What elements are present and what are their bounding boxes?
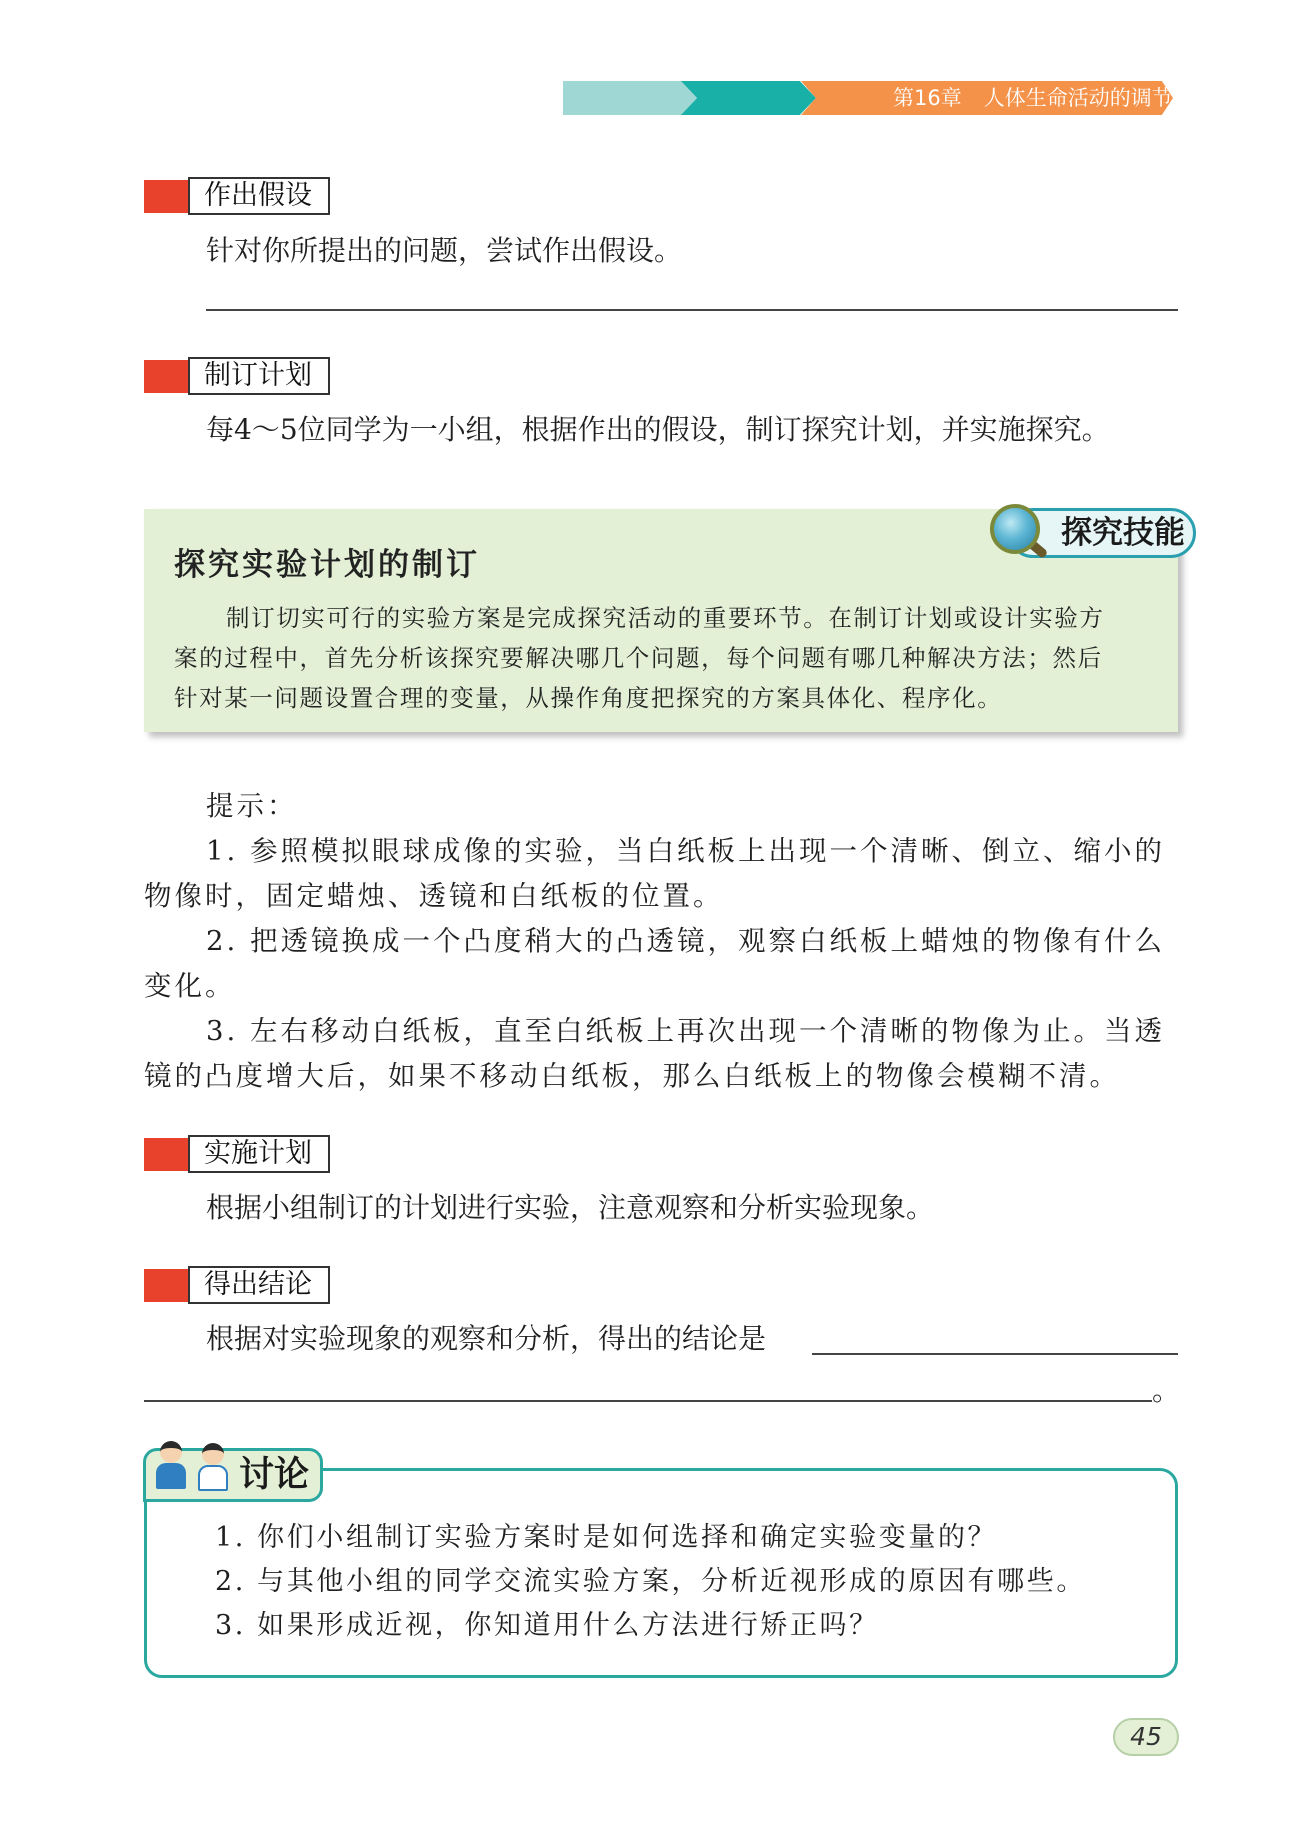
inquiry-skill-badge xyxy=(990,504,1200,562)
student-icon xyxy=(196,1443,230,1491)
badge-label: 探究技能 xyxy=(1061,515,1185,551)
hint-line: 2. 把透镜换成一个凸度稍大的凸透镜，观察白纸板上蜡烛的物像有什么 xyxy=(206,925,1165,957)
heading-marker xyxy=(144,360,188,393)
conclusion-end-mark: 。 xyxy=(1152,1374,1181,1407)
heading-marker xyxy=(144,1269,188,1302)
discussion-item: 1. 你们小组制订实验方案时是如何选择和确定实验变量的？ xyxy=(215,1522,998,1553)
chapter-header-banner xyxy=(563,81,1173,115)
discussion-tab xyxy=(143,1448,323,1502)
discussion-item: 2. 与其他小组的同学交流实验方案，分析近视形成的原因有哪些。 xyxy=(215,1566,1086,1597)
hint-line: 1. 参照模拟眼球成像的实验，当白纸板上出现一个清晰、倒立、缩小的 xyxy=(206,835,1165,867)
skill-box-line: 案的过程中，首先分析该探究要解决哪几个问题，每个问题有哪几种解决方法；然后 xyxy=(174,644,1103,672)
header-stripe-teal xyxy=(681,81,816,115)
answer-line xyxy=(144,1400,1152,1402)
heading-label: 得出结论 xyxy=(188,1266,330,1304)
discussion-title: 讨论 xyxy=(239,1455,310,1495)
answer-line xyxy=(206,309,1178,311)
hypothesis-text: 针对你所提出的问题，尝试作出假设。 xyxy=(206,234,683,267)
hint-line: 物像时，固定蜡烛、透镜和白纸板的位置。 xyxy=(144,880,724,912)
heading-marker xyxy=(144,1138,188,1171)
header-stripe-light xyxy=(563,81,698,115)
student-icon xyxy=(154,1441,188,1489)
hint-label: 提示： xyxy=(206,790,298,822)
answer-line xyxy=(812,1353,1178,1355)
chapter-title: 第16章 人体生命活动的调节 xyxy=(893,86,1173,110)
magnifier-icon xyxy=(990,504,1040,554)
page-number: 45 xyxy=(1113,1718,1179,1756)
hint-line: 变化。 xyxy=(144,970,236,1002)
plan-text: 每4～5位同学为一小组，根据作出的假设，制订探究计划，并实施探究。 xyxy=(206,413,1110,446)
execute-text: 根据小组制订的计划进行实验，注意观察和分析实验现象。 xyxy=(206,1191,935,1224)
hint-line: 镜的凸度增大后，如果不移动白纸板，那么白纸板上的物像会模糊不清。 xyxy=(144,1060,1120,1092)
heading-label: 实施计划 xyxy=(188,1135,330,1173)
skill-box-line: 针对某一问题设置合理的变量，从操作角度把探究的方案具体化、程序化。 xyxy=(174,684,1003,712)
skill-box-title: 探究实验计划的制订 xyxy=(174,547,480,583)
heading-label: 作出假设 xyxy=(188,177,330,215)
heading-label: 制订计划 xyxy=(188,357,330,395)
hint-line: 3. 左右移动白纸板，直至白纸板上再次出现一个清晰的物像为止。当透 xyxy=(206,1015,1165,1047)
discussion-item: 3. 如果形成近视，你知道用什么方法进行矫正吗？ xyxy=(215,1610,879,1641)
conclusion-text: 根据对实验现象的观察和分析，得出的结论是 xyxy=(206,1322,767,1355)
skill-box-line: 制订切实可行的实验方案是完成探究活动的重要环节。在制订计划或设计实验方 xyxy=(226,604,1105,632)
heading-marker xyxy=(144,180,188,213)
